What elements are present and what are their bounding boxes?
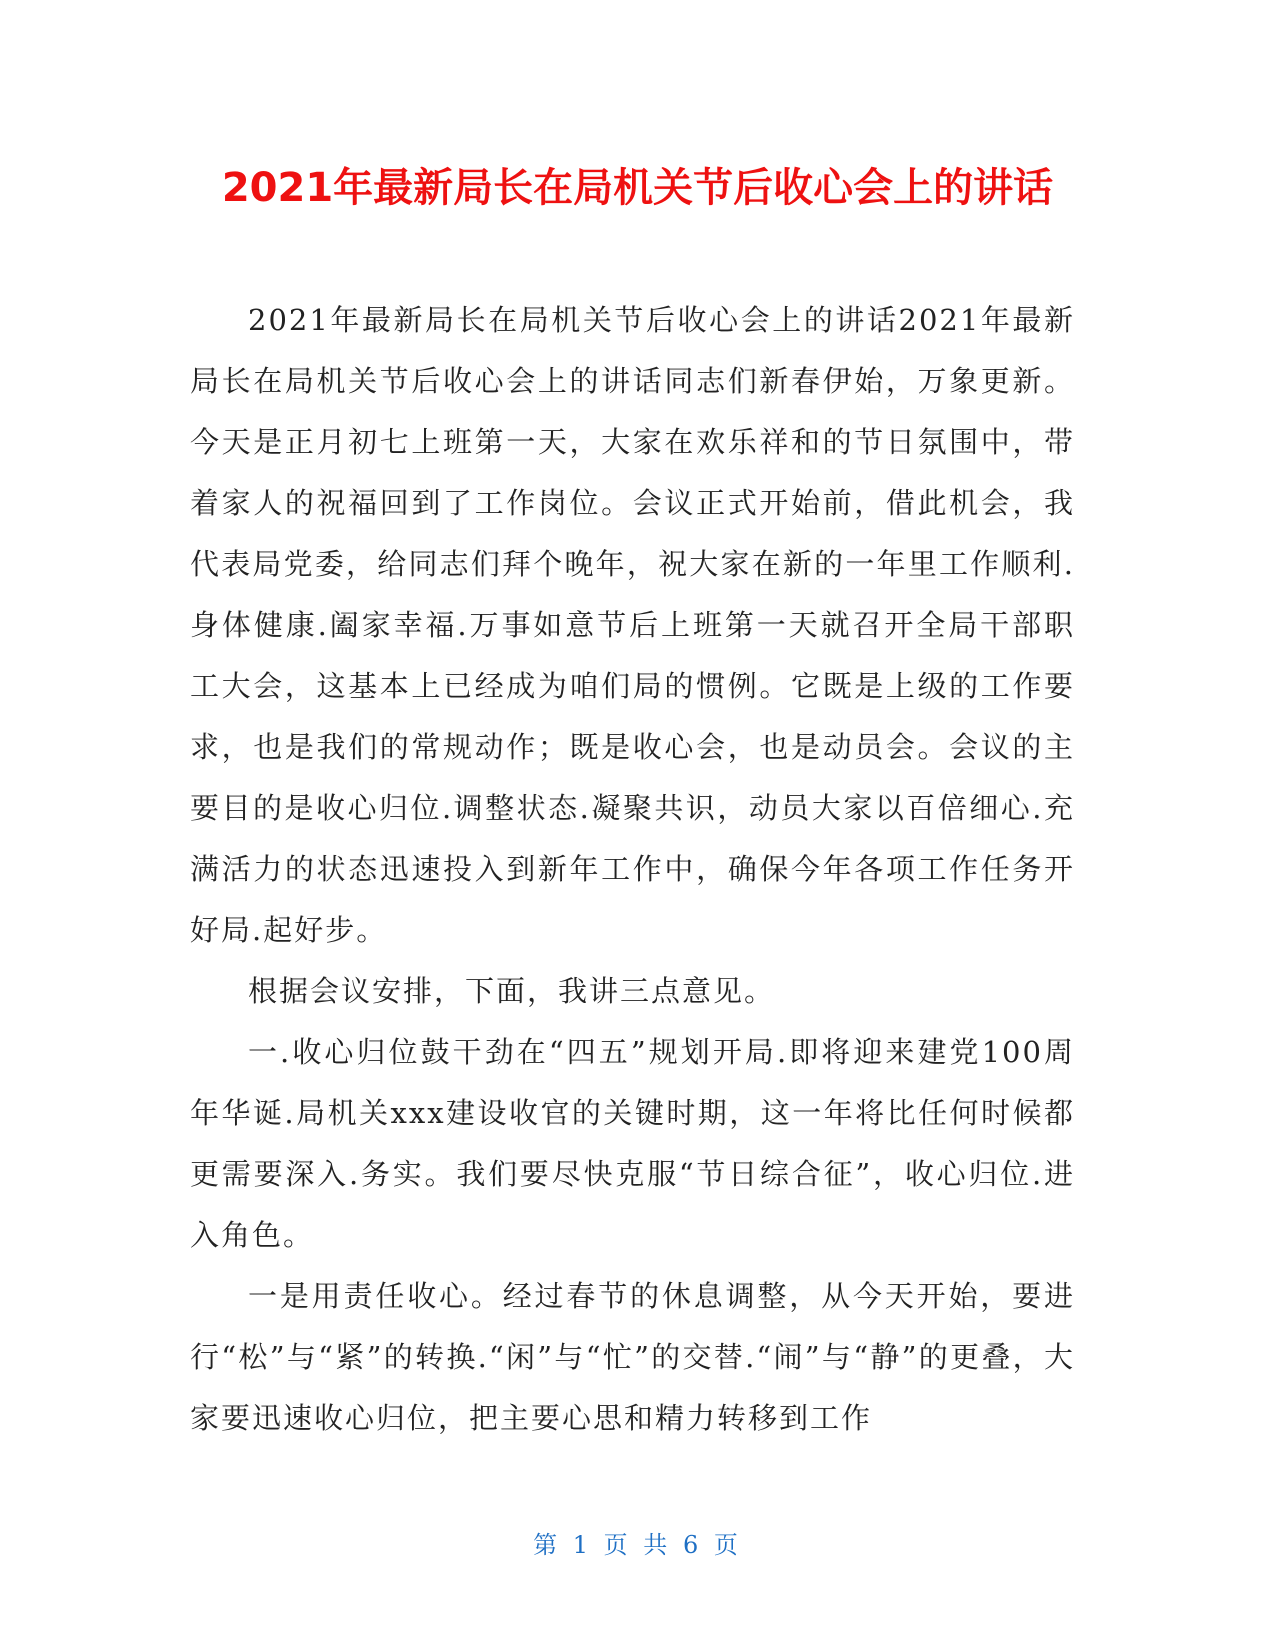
paragraph-section-one: 一.收心归位鼓干劲在“四五”规划开局.即将迎来建党100周年华诞.局机关xxx建设收官的关键时期，这一年将比任何时候都更需要深入.务实。我们要尽快克服“节日综合征”，收心归位.进入角色。 <box>190 1035 1075 1252</box>
document-body <box>190 290 1075 1449</box>
page-number-footer: 第 1 页 共 6 页 <box>533 1531 742 1559</box>
paragraph-point-one: 一是用责任收心。经过春节的休息调整，从今天开始，要进行“松”与“紧”的转换.“闲”与“忙”的交替.“闹”与“静”的更叠，大家要迅速收心归位，把主要心思和精力转移到工作 <box>190 1279 1075 1435</box>
paragraph-agenda: 根据会议安排，下面，我讲三点意见。 <box>248 974 776 1008</box>
document-title: 2021年最新局长在局机关节后收心会上的讲话 <box>221 165 1054 211</box>
paragraph-intro: 2021年最新局长在局机关节后收心会上的讲话2021年最新局长在局机关节后收心会上的讲话同志们新春伊始，万象更新。今天是正月初七上班第一天，大家在欢乐祥和的节日氛围中，带着家人的祝福回到了工作岗位。会议正式开始前，借此机会，我代表局党委，给同志们拜个晚年，祝大家在新的一年里工作顺利.身体健康.阖家幸福.万事如意节后上班第一天就召开全局干部职工大会，这基本上已经成为咱们局的惯例。它既是上级的工作要求，也是我们的常规动作；既是收心会，也是动员会。会议的主要目的是收心归位.调整状态.凝聚共识，动员大家以百倍细心.充满活力的状态迅速投入到新年工作中，确保今年各项工作任务开好局.起好步。 <box>190 303 1075 947</box>
